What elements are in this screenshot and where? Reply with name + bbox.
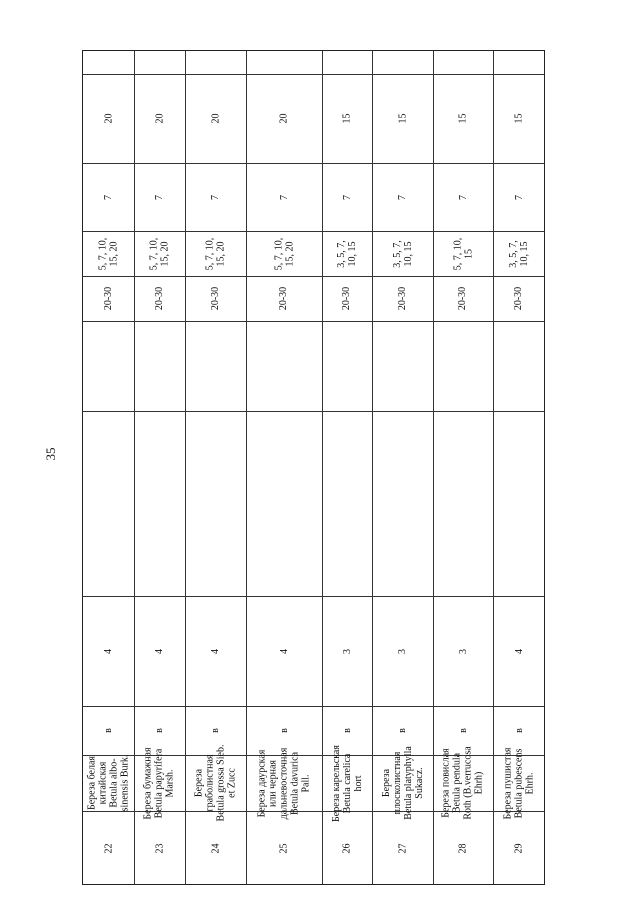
species-name-text xyxy=(143,747,176,819)
cell-height-values xyxy=(433,231,493,276)
cell-height-values xyxy=(322,231,372,276)
class-text: 4 xyxy=(154,648,165,654)
cell-col-10 xyxy=(134,74,185,163)
species-name-line: Береза повислая xyxy=(441,748,453,818)
cell-col-11 xyxy=(83,51,134,74)
cell-col-6 xyxy=(185,321,246,411)
cell-species-name xyxy=(83,755,134,811)
class-text: 4 xyxy=(278,648,290,654)
cell-class xyxy=(83,596,134,706)
category-text: в xyxy=(457,728,469,733)
cell-col-5 xyxy=(493,411,545,596)
cell-class xyxy=(185,596,246,706)
category-text: в xyxy=(153,728,165,733)
height-values-line: 10, 15 xyxy=(519,241,530,266)
cell-col-9 xyxy=(372,163,433,231)
cell-col-6 xyxy=(322,321,372,411)
col-10-text: 20 xyxy=(103,113,114,124)
cell-height-values xyxy=(493,231,545,276)
cell-age-range xyxy=(134,276,185,321)
age-range-text: 20-30 xyxy=(154,286,165,311)
species-name-line: китайская xyxy=(97,761,109,805)
col-9-text: 7 xyxy=(341,194,353,200)
cell-col-10 xyxy=(433,74,493,163)
cell-category xyxy=(134,706,185,755)
species-name-text xyxy=(256,747,311,819)
cell-col-11 xyxy=(493,51,545,74)
cell-col-9 xyxy=(134,163,185,231)
species-name-line: hort xyxy=(352,774,364,792)
col-10-text: 15 xyxy=(513,113,525,124)
height-values-text xyxy=(336,240,358,268)
cell-species-name xyxy=(246,747,322,819)
height-values-line: 3, 5, 7, xyxy=(391,239,403,268)
age-range-text: 20-30 xyxy=(341,286,353,311)
cell-species-name xyxy=(372,746,433,820)
height-values-line: 5, 7, 10, xyxy=(452,237,463,270)
species-name-line: Betula platyphylla xyxy=(402,746,414,820)
species-name-line: Береза xyxy=(380,768,392,798)
height-values-text xyxy=(149,237,171,270)
height-values-text xyxy=(392,240,414,268)
cell-col-10 xyxy=(246,74,322,163)
cell-col-5 xyxy=(433,411,493,596)
cell-col-6 xyxy=(83,321,134,411)
species-name-line: Береза бумажная xyxy=(143,746,155,820)
cell-height-values xyxy=(83,231,134,276)
cell-row-number xyxy=(322,811,372,886)
species-name-line: Betula carelica xyxy=(341,753,353,813)
cell-col-10 xyxy=(83,74,134,163)
cell-col-11 xyxy=(185,51,246,74)
row-number-text: 29 xyxy=(513,843,525,854)
category-text: в xyxy=(513,728,525,733)
cell-col-6 xyxy=(246,321,322,411)
cell-species-name xyxy=(134,746,185,820)
species-name-text xyxy=(194,745,238,822)
cell-col-5 xyxy=(185,411,246,596)
page-number: 35 xyxy=(43,447,58,461)
class-text: 4 xyxy=(103,648,114,654)
cell-height-values xyxy=(134,231,185,276)
height-values-text xyxy=(508,240,530,268)
cell-species-name xyxy=(322,744,372,822)
height-values-line: 15, 20 xyxy=(284,241,295,266)
cell-species-name xyxy=(185,744,246,822)
cell-age-range xyxy=(185,276,246,321)
cell-col-9 xyxy=(185,163,246,231)
cell-col-11 xyxy=(433,51,493,74)
col-9-text: 7 xyxy=(397,194,408,200)
species-name-line: Betula pendula xyxy=(452,752,464,814)
category-text: в xyxy=(102,728,114,733)
class-text: 4 xyxy=(513,648,525,654)
cell-species-name xyxy=(493,746,545,820)
species-name-line: Pall. xyxy=(300,773,312,793)
cell-age-range xyxy=(493,276,545,321)
class-text: 3 xyxy=(341,648,353,654)
cell-species-name xyxy=(433,746,493,820)
species-name-text xyxy=(503,747,536,819)
cell-category xyxy=(493,706,545,755)
col-9-text: 7 xyxy=(278,194,290,200)
height-values-line: 15, 20 xyxy=(159,241,171,266)
cell-category xyxy=(372,706,433,755)
col-10-text: 20 xyxy=(154,113,165,124)
age-range-text: 20-30 xyxy=(457,286,469,311)
cell-col-9 xyxy=(493,163,545,231)
category-text: в xyxy=(209,728,221,733)
cell-row-number xyxy=(493,811,545,886)
species-name-text xyxy=(381,746,425,820)
row-number-text: 27 xyxy=(397,843,408,854)
species-name-line: граболистная xyxy=(204,754,216,812)
cell-row-number xyxy=(134,811,185,886)
cell-col-6 xyxy=(433,321,493,411)
cell-class xyxy=(372,596,433,706)
cell-age-range xyxy=(433,276,493,321)
height-values-line: 5, 7, 10, xyxy=(97,237,109,270)
height-values-text xyxy=(273,237,295,270)
col-9-text: 7 xyxy=(103,194,114,200)
cell-col-6 xyxy=(372,321,433,411)
age-range-text: 20-30 xyxy=(210,286,221,311)
species-name-text xyxy=(87,755,131,812)
height-values-line: 15, 20 xyxy=(108,241,120,266)
height-values-line: 5, 7, 10, xyxy=(204,237,216,270)
col-9-text: 7 xyxy=(154,194,165,200)
species-name-line: sinensis Burk. xyxy=(119,754,131,812)
cell-category xyxy=(185,706,246,755)
cell-col-11 xyxy=(372,51,433,74)
height-values-line: 15, 20 xyxy=(215,241,227,266)
cell-col-5 xyxy=(246,411,322,596)
age-range-text: 20-30 xyxy=(397,286,408,311)
age-range-text: 20-30 xyxy=(513,286,525,311)
age-range-text: 20-30 xyxy=(103,286,114,311)
cell-col-10 xyxy=(185,74,246,163)
cell-category xyxy=(322,706,372,755)
data-table xyxy=(82,50,545,885)
species-name-line: et Zucc xyxy=(226,768,238,798)
cell-category xyxy=(246,706,322,755)
cell-class xyxy=(433,596,493,706)
category-text: в xyxy=(396,728,408,733)
species-name-line: плосколистная xyxy=(391,751,403,815)
cell-col-10 xyxy=(322,74,372,163)
col-10-text: 20 xyxy=(278,113,290,124)
cell-col-11 xyxy=(322,51,372,74)
species-name-line: Betula papyrifera xyxy=(154,748,166,818)
class-text: 4 xyxy=(210,648,221,654)
cell-age-range xyxy=(246,276,322,321)
species-name-text xyxy=(331,745,364,822)
species-name-line: Ehrh) xyxy=(474,771,486,795)
species-name-line: Береза даурская xyxy=(256,749,268,817)
species-name-line: Betula albo- xyxy=(108,758,120,808)
species-name-line: Береза белая xyxy=(86,755,98,811)
height-values-text xyxy=(98,237,120,270)
cell-col-6 xyxy=(493,321,545,411)
cell-age-range xyxy=(322,276,372,321)
species-name-line: Roth (B.verrucosa xyxy=(463,746,475,820)
height-values-line: 10, 15 xyxy=(347,241,358,266)
row-number-text: 23 xyxy=(154,843,165,854)
cell-col-5 xyxy=(83,411,134,596)
species-name-line: Sukacz. xyxy=(413,767,425,799)
row-number-text: 22 xyxy=(103,843,114,854)
cell-age-range xyxy=(83,276,134,321)
category-text: в xyxy=(341,728,353,733)
height-values-line: 15 xyxy=(463,248,474,259)
cell-category xyxy=(433,706,493,755)
row-number-text: 25 xyxy=(278,843,290,854)
species-name-line: или черная xyxy=(267,759,279,807)
col-10-text: 15 xyxy=(397,113,408,124)
col-10-text: 20 xyxy=(210,113,221,124)
cell-col-5 xyxy=(372,411,433,596)
species-name-line: Береза xyxy=(193,768,205,798)
cell-col-5 xyxy=(134,411,185,596)
category-text: в xyxy=(278,728,290,733)
cell-col-11 xyxy=(246,51,322,74)
cell-class xyxy=(493,596,545,706)
cell-class xyxy=(134,596,185,706)
col-9-text: 7 xyxy=(457,194,469,200)
col-10-text: 15 xyxy=(341,113,353,124)
cell-height-values xyxy=(372,231,433,276)
cell-row-number xyxy=(372,811,433,886)
species-name-line: Betula davurica xyxy=(289,751,301,815)
cell-class xyxy=(322,596,372,706)
height-values-line: 5, 7, 10, xyxy=(273,237,284,270)
species-name-line: Betula grossa Sieb. xyxy=(215,744,227,822)
height-values-line: 5, 7, 10, xyxy=(148,237,160,270)
species-name-line: Marsh. xyxy=(165,768,177,798)
row-number-text: 28 xyxy=(457,843,469,854)
cell-age-range xyxy=(372,276,433,321)
cell-row-number xyxy=(185,811,246,886)
species-name-line: Береза пушистая xyxy=(502,746,514,820)
cell-col-9 xyxy=(246,163,322,231)
cell-col-9 xyxy=(322,163,372,231)
species-name-line: Betula pubescens xyxy=(513,748,525,818)
height-values-line: 3, 5, 7, xyxy=(508,239,519,268)
class-text: 3 xyxy=(397,648,408,654)
cell-col-5 xyxy=(322,411,372,596)
cell-height-values xyxy=(246,231,322,276)
cell-height-values xyxy=(185,231,246,276)
cell-row-number xyxy=(246,811,322,886)
cell-row-number xyxy=(83,811,134,886)
cell-row-number xyxy=(433,811,493,886)
col-10-text: 15 xyxy=(457,113,469,124)
height-values-line: 3, 5, 7, xyxy=(336,239,347,268)
class-text: 3 xyxy=(457,648,469,654)
age-range-text: 20-30 xyxy=(278,286,290,311)
col-9-text: 7 xyxy=(513,194,525,200)
species-name-line: дальневосточная xyxy=(278,747,290,819)
height-values-text xyxy=(452,237,474,270)
cell-col-9 xyxy=(433,163,493,231)
cell-col-10 xyxy=(493,74,545,163)
row-number-text: 26 xyxy=(341,843,353,854)
col-9-text: 7 xyxy=(210,194,221,200)
cell-col-9 xyxy=(83,163,134,231)
species-name-line: Ehrh. xyxy=(524,772,536,794)
species-name-text xyxy=(441,746,485,819)
height-values-text xyxy=(205,237,227,270)
row-number-text: 24 xyxy=(210,843,221,854)
height-values-line: 10, 15 xyxy=(402,241,414,266)
cell-col-11 xyxy=(134,51,185,74)
cell-class xyxy=(246,596,322,706)
species-name-line: Береза карельская xyxy=(330,744,342,822)
cell-col-10 xyxy=(372,74,433,163)
cell-category xyxy=(83,706,134,755)
cell-col-6 xyxy=(134,321,185,411)
